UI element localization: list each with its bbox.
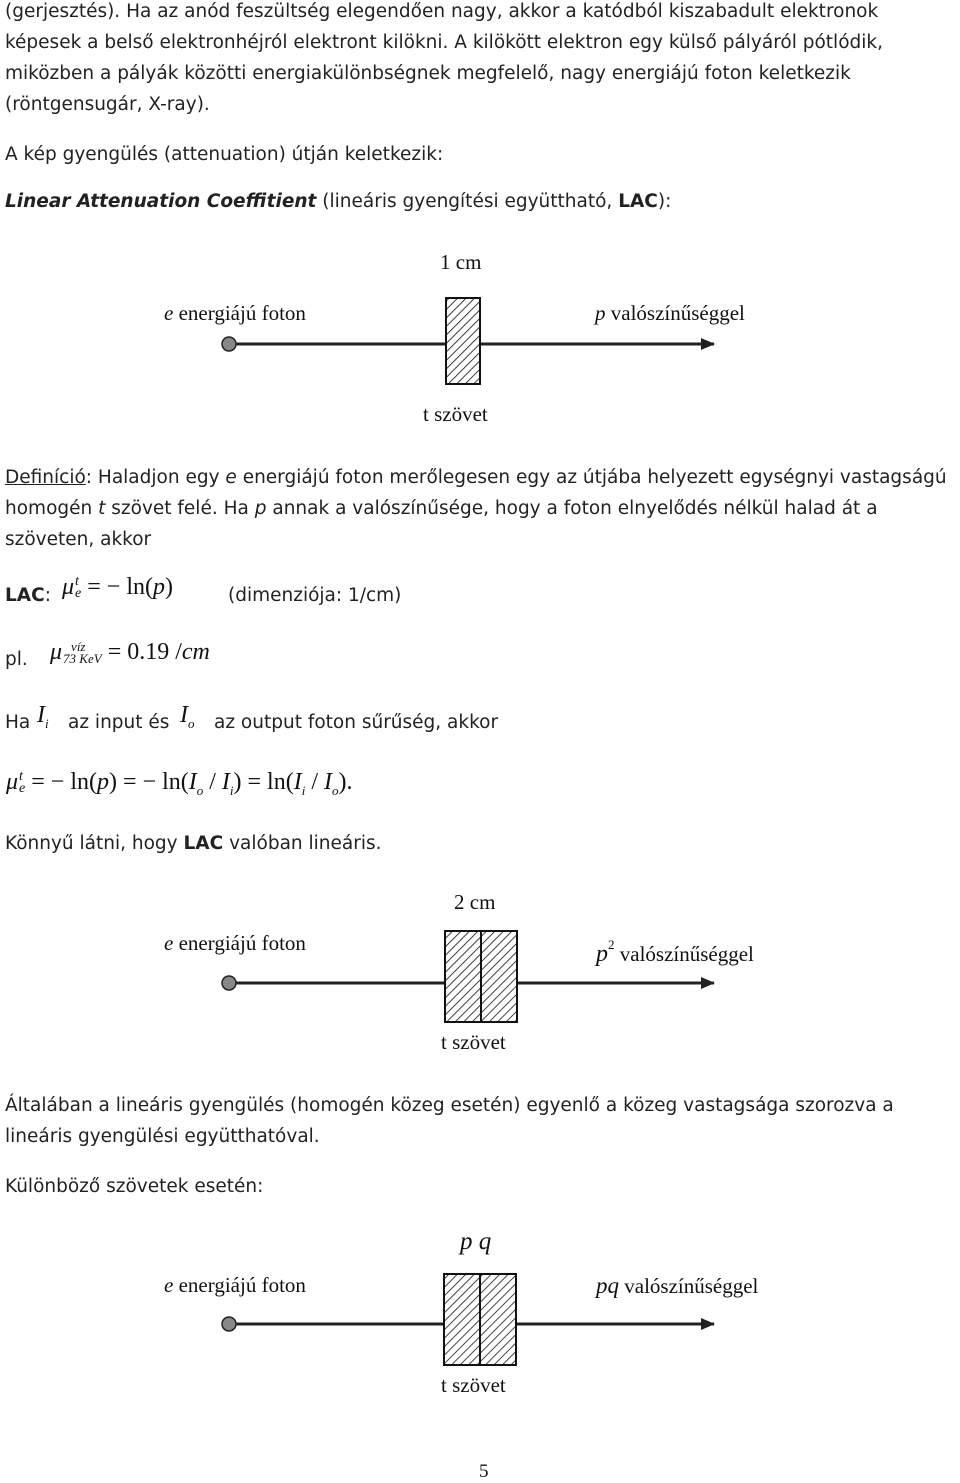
- o-sub: o: [188, 715, 195, 731]
- o-sub: o: [332, 782, 339, 798]
- example-unit: cm: [181, 639, 210, 665]
- definition-text-2c: annak a valószínűsége, hogy a foton elnyelődés nélkül halad át a: [272, 498, 878, 519]
- mu-sub: 73 KeV: [63, 651, 102, 667]
- definition-label: Definíció: [5, 467, 86, 488]
- io-line-mid: az input és: [68, 712, 170, 733]
- probability-var: p: [596, 941, 608, 967]
- probability-var: pq: [596, 1273, 619, 1298]
- diagram2-right-label: [596, 937, 754, 968]
- general-line-1: Általában a lineáris gyengülés (homogén közeg esetén) egyenlő a közeg vastagsága szorozva a: [5, 1095, 894, 1116]
- I-var: I: [188, 769, 197, 795]
- example-formula: [50, 639, 210, 666]
- i-sub: i: [229, 782, 234, 798]
- i-sub: i: [301, 782, 306, 798]
- lac-p: p: [153, 574, 165, 600]
- q-var: q: [478, 1228, 492, 1255]
- energy-var: e: [164, 301, 174, 325]
- general-line-2: lineáris gyengülési együtthatóval.: [5, 1126, 320, 1147]
- diagram1-bottom-label: t szövet: [423, 402, 488, 426]
- input-symbol: [37, 702, 49, 732]
- mu-sup: víz: [71, 639, 86, 655]
- lac-formula: [62, 574, 173, 601]
- io-eq1: = − ln(: [31, 769, 97, 795]
- io-p: p: [97, 769, 109, 795]
- mu-symbol: μ: [50, 639, 63, 665]
- energy-var: e: [164, 931, 174, 955]
- right-label-text: valószínűséggel: [619, 942, 754, 966]
- io-formula: μ t e = − ln(p) = − $\ln(I_o / I_i) = \ln(I_i / I_o)$.: [6, 769, 353, 798]
- intro-line-2: képesek a belső elektronhéjról elektront kilökni. A kilökött elektron egy külső pályáról pótlódik,: [5, 32, 883, 53]
- tissue-block-1: [445, 931, 481, 1022]
- left-label-text: energiájú foton: [178, 301, 306, 325]
- example-rhs: = 0.19 /: [107, 639, 182, 665]
- linear-a: Könnyű látni, hogy: [5, 833, 184, 854]
- mu-sub: e: [19, 781, 26, 797]
- lac-dimension: (dimenziója: 1/cm): [228, 585, 402, 606]
- lac-heading-abbr: LAC: [618, 191, 658, 212]
- o-sub: o: [196, 782, 204, 798]
- io-line-prefix: Ha: [5, 712, 31, 733]
- tissue-block-q: [480, 1274, 516, 1365]
- lac-close: ): [165, 574, 173, 600]
- I-var: I: [180, 702, 188, 728]
- I-var: I: [293, 769, 302, 795]
- definition-var-e: e: [225, 467, 237, 488]
- diagram1-width-label: 1 cm: [440, 250, 482, 274]
- io-eq3: ) = ln(: [233, 769, 294, 795]
- mu-sup: t: [75, 574, 79, 590]
- definition-text-2a: homogén: [5, 498, 99, 519]
- diagram3-left-label: [164, 1273, 306, 1298]
- diagram2-width-label: 2 cm: [454, 890, 496, 914]
- I-var: I: [221, 769, 230, 795]
- lac-formula-label: [5, 580, 51, 611]
- lac-term: Linear Attenuation Coeffitient: [5, 191, 317, 212]
- io-line-suffix: az output foton sűrűség, akkor: [214, 712, 499, 733]
- photon-source-dot: [222, 337, 236, 351]
- left-label-text: energiájú foton: [178, 1273, 306, 1297]
- definition-line-1: [5, 462, 947, 493]
- right-label-text: valószínűséggel: [610, 301, 745, 325]
- left-label-text: energiájú foton: [178, 931, 306, 955]
- tissue-block-2: [481, 931, 517, 1022]
- lac-label: LAC: [5, 585, 45, 606]
- output-symbol: [180, 702, 195, 732]
- mu-symbol: μ: [62, 574, 75, 600]
- linear-line: [5, 828, 382, 859]
- definition-text-2b: szövet felé. Ha: [111, 498, 255, 519]
- lac-heading-rest-b: ):: [657, 191, 672, 212]
- definition-line-3: szöveten, akkor: [5, 529, 152, 550]
- page-number: 5: [479, 1461, 489, 1482]
- diagram3-bottom-label: t szövet: [441, 1373, 506, 1397]
- diagram3-top-label: [460, 1228, 491, 1256]
- mu-sub: e: [75, 586, 82, 602]
- linear-b: valóban lineáris.: [223, 833, 382, 854]
- mu-sup: t: [19, 769, 23, 785]
- probability-sup: 2: [608, 937, 615, 952]
- I-var: I: [324, 769, 333, 795]
- right-label-text: valószínűséggel: [624, 1274, 759, 1298]
- I-var: I: [37, 702, 45, 728]
- intro-line-1: (gerjesztés). Ha az anód feszültség elegendően nagy, akkor a katódból kiszabadult elektronok: [5, 1, 879, 22]
- linear-abbr: LAC: [183, 833, 224, 854]
- i-sub: i: [45, 715, 49, 731]
- photon-source-dot: [222, 1317, 236, 1331]
- probability-var: p: [595, 301, 606, 325]
- energy-var: e: [164, 1273, 174, 1297]
- diagram1-left-label: [164, 301, 306, 326]
- diagram2-bottom-label: t szövet: [441, 1030, 506, 1054]
- diagram2-left-label: [164, 931, 306, 956]
- lac-rhs: = − ln(: [87, 574, 153, 600]
- io-end: ).: [338, 769, 353, 795]
- definition-text-1a: Haladjon egy: [97, 467, 226, 488]
- example-prefix: pl.: [5, 649, 28, 670]
- definition-colon: :: [85, 467, 93, 488]
- different-tissues-line: Különböző szövetek esetén:: [5, 1176, 264, 1197]
- definition-var-t: t: [98, 498, 106, 519]
- io-eq2: ) = − ln(: [109, 769, 189, 795]
- definition-line-2: [5, 493, 878, 524]
- tissue-block: [446, 298, 480, 384]
- photon-source-dot: [222, 976, 236, 990]
- diagram3-right-label: [596, 1273, 758, 1299]
- mu-symbol: μ: [6, 769, 19, 795]
- definition-text-1b: energiájú foton merőlegesen egy az útjába helyezett egységnyi vastagságú: [242, 467, 947, 488]
- intro-line-4: (röntgensugár, X-ray).: [5, 94, 210, 115]
- intro-line-3: miközben a pályák közötti energiakülönbségnek megfelelő, nagy energiájú foton keletkezik: [5, 63, 851, 84]
- p-var: p: [460, 1228, 473, 1255]
- tissue-block-p: [444, 1274, 480, 1365]
- lac-colon: :: [44, 585, 51, 606]
- lac-heading-rest-a: (lineáris gyengítési együttható,: [322, 191, 619, 212]
- attenuation-line: A kép gyengülés (attenuation) útján keletkezik:: [5, 144, 444, 165]
- diagram1-right-label: [595, 301, 745, 326]
- definition-var-p: p: [254, 498, 267, 519]
